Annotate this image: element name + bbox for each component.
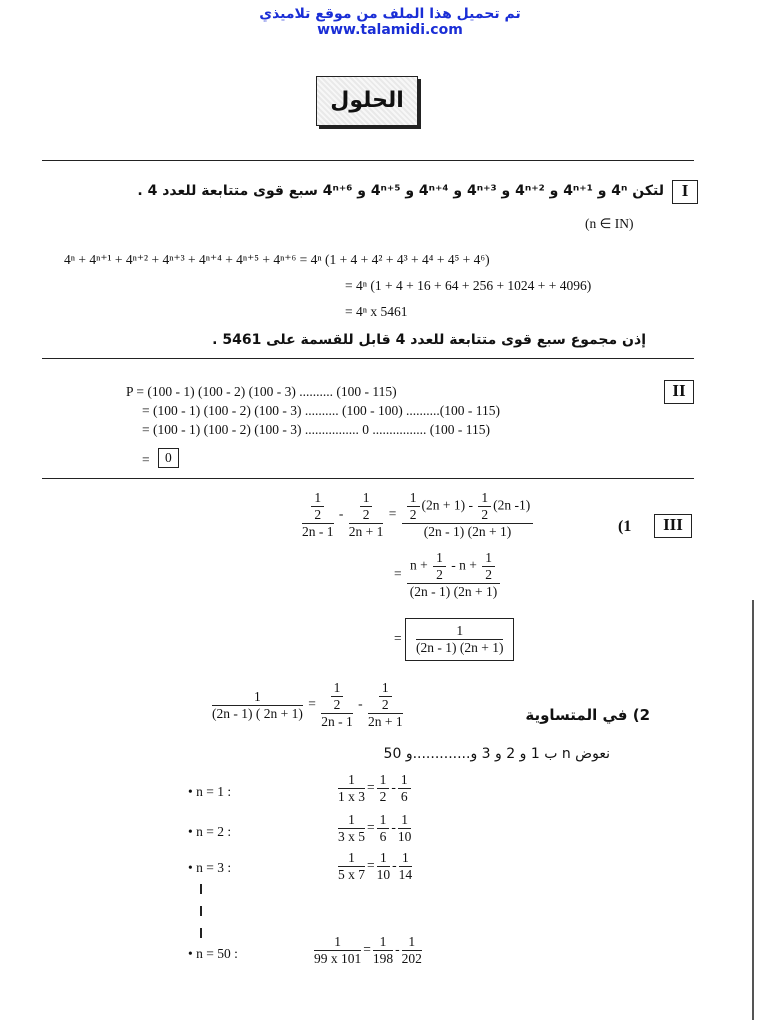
eq1-row: $\frac{\frac{1}{2}}{2n - 1}$ - $\frac{\frac{1}{2}}{2n + 1}$ = $\frac{1}{2}$ (2n + 1) - $\frac{1}{2}$ (2n -1) (2n - 1) (2n + 1): [300, 490, 535, 540]
section1-conclusion: إذن مجموع سبع قوى متتابعة للعدد 4 قابل للقسمة على 5461 .: [212, 332, 646, 348]
fraction: $\frac{\frac{1}{2}}{2n + 1}$: [348, 490, 384, 539]
section-label-III: III: [654, 514, 692, 538]
fraction: $\frac{\frac{1}{2}}{2n - 1}$: [302, 490, 334, 539]
fraction: n + $\frac{1}{2}$ - n + $\frac{1}{2}$ (2n - 1) (2n + 1): [407, 550, 500, 600]
item-equation: $\frac{1}{3 x 5}$ = $\frac{1}{6}$ - $\frac{1}{10}$: [338, 812, 412, 844]
section1-domain: (n ∈ IN): [585, 216, 634, 231]
ellipsis-mark: [200, 884, 202, 894]
item-label: • n = 50 :: [188, 946, 238, 961]
fraction: $\frac{1}{2}$ (2n + 1) - $\frac{1}{2}$ (2n -1) (2n - 1) (2n + 1): [402, 490, 533, 540]
section-label-I: I: [672, 180, 698, 204]
title-box: [316, 76, 418, 126]
eq4-row: $\frac{1}{(2n - 1) ( 2n + 1)}$ = $\frac{\frac{1}{2}}{2n - 1}$ - $\frac{\frac{1}{2}}{2n + 1}$: [212, 680, 403, 729]
fraction: $\frac{\frac{1}{2}}{2n - 1}$: [321, 680, 353, 729]
boxed-result: $\frac{1}{(2n - 1) (2n + 1)}$: [405, 618, 514, 661]
section2-result: 0: [158, 448, 179, 468]
section1-line1: 4ⁿ + 4ⁿ⁺¹ + 4ⁿ⁺² + 4ⁿ⁺³ + 4ⁿ⁺⁴ + 4ⁿ⁺⁵ + 4ⁿ⁺⁶ = 4ⁿ (1 + 4 + 4² + 4³ + 4⁴ + 4⁵ + 4⁶): [64, 252, 490, 267]
item-equation: $\frac{1}{99 x 101}$ = $\frac{1}{198}$ - $\frac{1}{202}$: [314, 934, 422, 966]
section2-line1: P = (100 - 1) (100 - 2) (100 - 3) .......... (100 - 115): [126, 384, 397, 399]
divider: [42, 358, 694, 359]
fraction: $\frac{\frac{1}{2}}{2n + 1}$: [367, 680, 403, 729]
section1-intro: لتكن 4ⁿ و 4ⁿ⁺¹ و 4ⁿ⁺² و 4ⁿ⁺³ و 4ⁿ⁺⁴ و 4ⁿ⁺⁵ و 4ⁿ⁺⁶ سبع قوى متتابعة للعدد 4 .: [137, 183, 664, 199]
page-title: الحلول: [330, 88, 404, 113]
ellipsis-mark: [200, 906, 202, 916]
section-label-II: II: [664, 380, 694, 404]
section2-result-eq: =: [142, 452, 150, 467]
header-watermark: تم تحميل هذا الملف من موقع تلاميذي www.talamidi.com: [259, 6, 521, 38]
item-label: • n = 3 :: [188, 860, 232, 875]
part1-label: (1: [618, 518, 632, 535]
divider: [42, 160, 694, 161]
item-label: • n = 1 :: [188, 784, 232, 799]
eq3-row: = $\frac{1}{(2n - 1) (2n + 1)}$: [394, 618, 514, 661]
item-equation: $\frac{1}{5 x 7}$ = $\frac{1}{10}$ - $\frac{1}{14}$: [338, 850, 413, 882]
section2-line2: = (100 - 1) (100 - 2) (100 - 3) .......... (100 - 100) ..........(100 - 115): [142, 403, 501, 418]
item-equation: $\frac{1}{1 x 3}$ = $\frac{1}{2}$ - $\frac{1}{6}$: [336, 772, 413, 805]
eq2-row: = n + $\frac{1}{2}$ - n + $\frac{1}{2}$ (2n - 1) (2n + 1): [394, 550, 502, 600]
section1-line3: = 4ⁿ x 5461: [345, 304, 408, 319]
section1-line2: = 4ⁿ (1 + 4 + 16 + 64 + 256 + 1024 + + 4096): [345, 278, 592, 293]
fraction: $\frac{1}{(2n - 1) ( 2n + 1)}$: [212, 688, 303, 721]
section2-line3: = (100 - 1) (100 - 2) (100 - 3) ................ 0 ................ (100 - 115): [142, 422, 490, 437]
substitution-line: نعوض n ب 1 و 2 و 3 و.............و 50: [383, 746, 610, 762]
divider: [42, 478, 694, 479]
item-label: • n = 2 :: [188, 824, 232, 839]
part2-label: 2) في المتساوية: [525, 706, 650, 724]
ellipsis-mark: [200, 928, 202, 938]
scan-edge-line: [752, 600, 754, 1020]
